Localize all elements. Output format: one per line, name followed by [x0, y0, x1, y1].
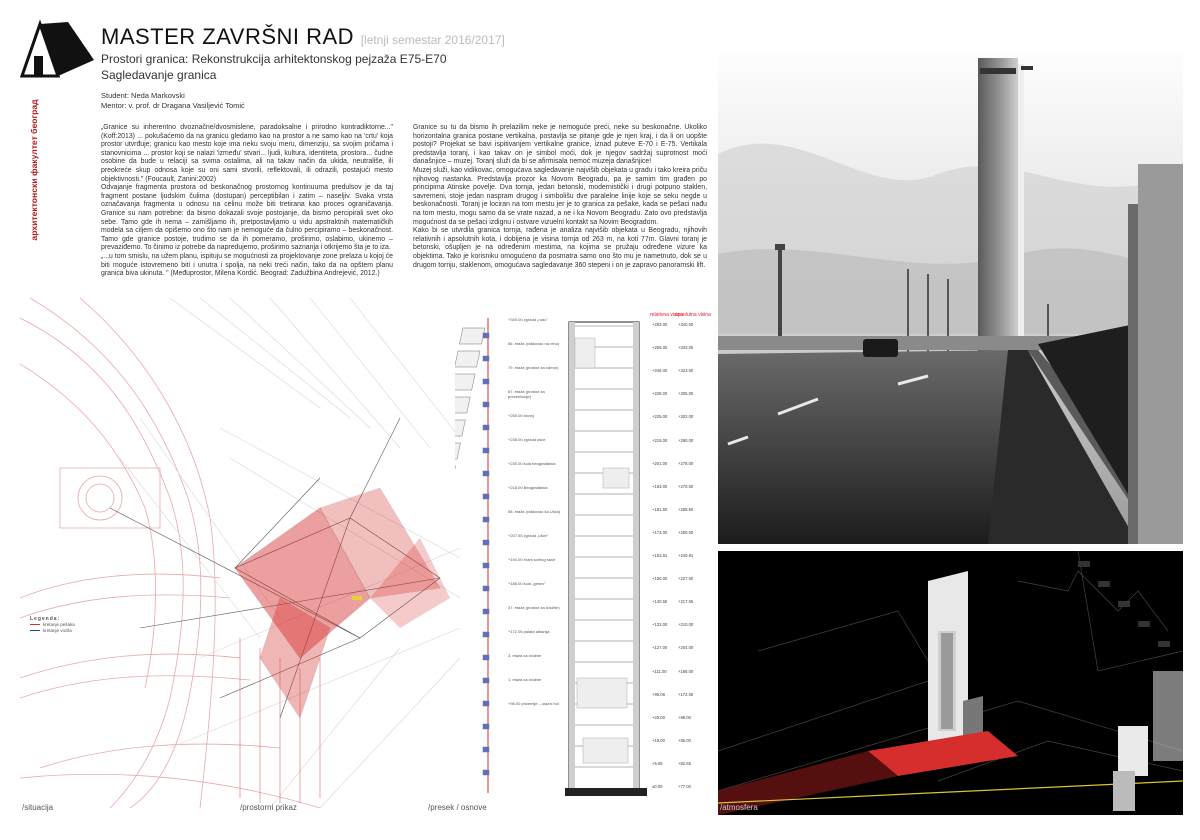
section-label: +207.55 zgrada „ušće" [508, 533, 549, 538]
legend-title: Legenda: [30, 616, 61, 622]
legend-item-vehicle [30, 628, 75, 634]
section-label: 86. etaža (vidikovac na vrhu) [508, 341, 560, 346]
section-label: +218.00 Beograđanka [508, 485, 548, 490]
caption-presek: /presek / osnove [428, 803, 487, 812]
level-marker: +95.06 +172.06 [652, 691, 694, 697]
floor-plan-thumb [455, 443, 460, 459]
level-marker: +246.00 +323.00 [652, 368, 694, 374]
paragraph: Granice su tu da bismo ih prelazilim neke je nemoguće preći, neke su beskonačne. Ukoliko horizontalna granica postane vertikalna, postavlja se pitanje gde je njen kraj, i da li on uopšte postoji? Projekat se bavi ispitivanjem vertikalne granice, iznad puteve E-70 i E-75. Vertikala predstavlja toranj, i kao takav on je simbol moći, dok je njegov sadržaj suprotnost moći današnjice – muzej. Toranj služi da bi se afirmisala nemoć muzeja današnjice! [413, 124, 707, 166]
faculty-name: архитектонски факултет београд [29, 99, 39, 241]
subtitle-1: Prostori granica: Rekonstrukcija arhitektonskog pejzaža E75-E70 [101, 52, 447, 66]
level-marker: +193.00 +270.00 [652, 483, 694, 489]
section-label: 3. etaža za izložbe [508, 653, 542, 658]
section-label: 37. etaža (prostor za izložbe) [508, 605, 560, 610]
mentor-name: Mentor: v. prof. dr Dragana Vasiljević Tomić [101, 101, 245, 110]
subtitle-2: Sagledavanje granica [101, 68, 217, 82]
level-marker: +228.00 +305.00 [652, 391, 694, 397]
level-marker: ±0.00 +77.00 [652, 784, 691, 789]
section-label: 1. etaža za izložbe [508, 677, 542, 682]
level-marker: +127.00 +204.00 [652, 645, 694, 651]
level-marker: +225.00 +302.00 [652, 414, 694, 420]
level-marker: +255.00 +333.00 [652, 345, 694, 351]
section-label: +230.00 kula beograđanka [508, 461, 556, 466]
level-marker: +263.00 +340.00 [652, 322, 694, 327]
faculty-vertical-label [27, 75, 41, 265]
section-label: +255.00 toranj [508, 413, 534, 418]
floor-plan-thumb [455, 374, 475, 390]
level-marker: +19.00 +95.00 [652, 737, 691, 743]
section-label: +238.00 zgrada ušće [508, 437, 546, 442]
paragraph: „...u tom smislu, na užem planu, ispituju se mogućnosti za projektovanje zone prelaza u kojoj će biti moguće istovremeno biti i unutra i spolja, na neki treći način, tako da na opštem planu granica biva ukinuta. " (Međuprostor, Milena Kordić. Beograd: Zadužbina Andrejević, 2012.) [101, 252, 393, 278]
level-marker: +163.81 +240.81 [652, 553, 694, 558]
floor-plan-thumb [455, 420, 465, 436]
axis-header-relative: relativna visina [650, 312, 684, 318]
atmosphere-render [718, 551, 1183, 815]
level-marker: +5.55 +82.55 [652, 760, 691, 766]
level-marker: +140.55 +217.55 [652, 599, 694, 605]
floor-plan-thumb [455, 397, 470, 413]
student-name: Student: Neda Markovski [101, 91, 185, 100]
title-text: MASTER ZAVRŠNI RAD [101, 24, 355, 49]
paragraph: „Granice su inherentno dvoznačne/dvosmislene, paradoksalne i prirodno kontradiktorne..." (Koff:2013) ... pokušaćemo da na granicu gledamo kao na prostor a ne samo kao na 'crtu' koja prostor utvrđuje; granicu kao mesto koje ima neku svoju meru, dimenziju, sa svojim pričama i stanovnicima ... prostor koji se nalazi 'između' stvari... ljudi, kultura, identiteta, prostora... čudne osobine da bude u relaciji sa svima ostalima, ali na takav način da ukida, neutrališe, ili preokreće skup odnosa koje su oni sami stvorili, reflektovali, ili odrazili, postajući mesto objektivnosti." (Foucault, Zanini:2002) [101, 124, 393, 183]
floor-plan-thumb [455, 351, 480, 367]
paragraph: Muzej služi, kao vidikovac, omogućava sagledavanje najvišib objekata u gradu i tako kreira priču njihovog nastanka. Predstavlja prozor ka Novom Beogradu, pa je samim tim građen po principima Atinske povelje. Dva tornja, jedan betonski, modernistički i drugi potpuno staklen, savremeni, stoje jedan naspram drugog i simbolišu dve paralelne linije koje se seku negde u beskonačnosti. Toranj je lociran na tom mestu jer je to granica za pešake, kada se pešaci nađu na tom mestu, mogu samo da se vrate nazad, a ne i ka Novom Beogradu. Zato ovo predstavlja mogućnost da se pešaci izdignu i ostvare vizuelni kontakt sa Novim Beogradom. [413, 166, 707, 226]
level-marker: +25.00 +98.00 [652, 714, 691, 720]
text-column-right [413, 124, 707, 270]
legend [30, 616, 75, 634]
section-label: +340.00 zgrada „rudo" [508, 317, 548, 322]
level-marker: +150.00 +227.00 [652, 576, 694, 582]
level-marker: +215.00 +290.00 [652, 437, 694, 443]
section-label: +172.06 palata albanija [508, 629, 550, 634]
axis-header-absolute: apsolutna visina [675, 312, 711, 318]
caption-situacija: /situacija [22, 803, 54, 812]
legend-label: kretanje vozila [43, 628, 72, 633]
section-label: 67. etaža (prostor za prezentacije) [508, 389, 545, 399]
section-label: +188.00 kula „genex" [508, 581, 546, 586]
level-marker: +201.00 +278.00 [652, 460, 694, 466]
level-marker: +181.50 +258.50 [652, 506, 694, 512]
road-photo [718, 54, 1183, 544]
level-marker: +111.00 +188.00 [652, 668, 694, 674]
faculty-logo [20, 18, 95, 78]
paragraph: Odvajanje fragmenta prostora od beskonačnog prostornog kontinuuma predulsov je da taj fragment postane ljudskim čulima (dostupan) perceptibilan i zatim – naseljiv. Svaka vrsta označavanja fragmenta u odnosu na celinu može biti tretirana kao proces ograničavanja. Granice su nam potrebne: da bismo dokazali svoje postojanje, da bismo percipirali svet oko sebe. Tamo gde ih nema – zamišljamo ih, pretpostavljamo u vidu apstraktnih matematičkih modela sa ciljem da opišemo ono što nam je nemoguće da čulno percipiramo – beskonačnost. Tamo gde granice postoje, trudimo se da ih pomeramo, proširimo, oslabimo, ukinemo – prevaziđemo. To činimo iz potrebe da napredujemo, proširimo saznanja i otkrijemo šta je to iza. [101, 184, 393, 252]
floor-plan-thumb [459, 328, 484, 344]
level-marker: +133.00 +210.00 [652, 622, 694, 628]
text-column-left [101, 124, 393, 279]
section-label: 58. etaža (vidikovac ka Ušću) [508, 509, 561, 514]
caption-prostorni: /prostorni prikaz [240, 803, 297, 812]
paragraph: Kako bi se utvrdila granica tornja, rađena je analiza najvišib objekata u Beogradu, njihovih relativnih i apsolutnih kota, i dobijena je visina tornja od 263 m, na koti 77m. Glavni toranj je betonski, ošupljen je na određenim mestima, na kojima se pružaju određene vizure ka objektima. Tako je korisniku omogućeno da posmatra samo ono što mu je nametnuto, dok se u drugom tornju, staklenom, omogućava sagledavanje 360 stepeni i on je zapravo panoramski lift. [413, 227, 707, 269]
tower-section [563, 318, 649, 798]
level-marker: +173.00 +250.00 [652, 529, 694, 535]
legend-label: kretanje pešaka [43, 622, 75, 627]
semester-label: [letnji semestar 2016/2017] [360, 33, 505, 47]
section-label: +194.00 hram svetog save [508, 557, 556, 562]
site-plan-drawing [20, 298, 460, 808]
floor-plan-thumb [455, 466, 456, 482]
section-label: +98.00 prizemlje – ulazni hol [508, 701, 559, 706]
section-level-axis [652, 322, 710, 792]
section-label: 79. etaža (prostor za odmor) [508, 365, 559, 370]
page-title [101, 24, 505, 50]
caption-atmosfera: /atmosfera [720, 803, 758, 812]
